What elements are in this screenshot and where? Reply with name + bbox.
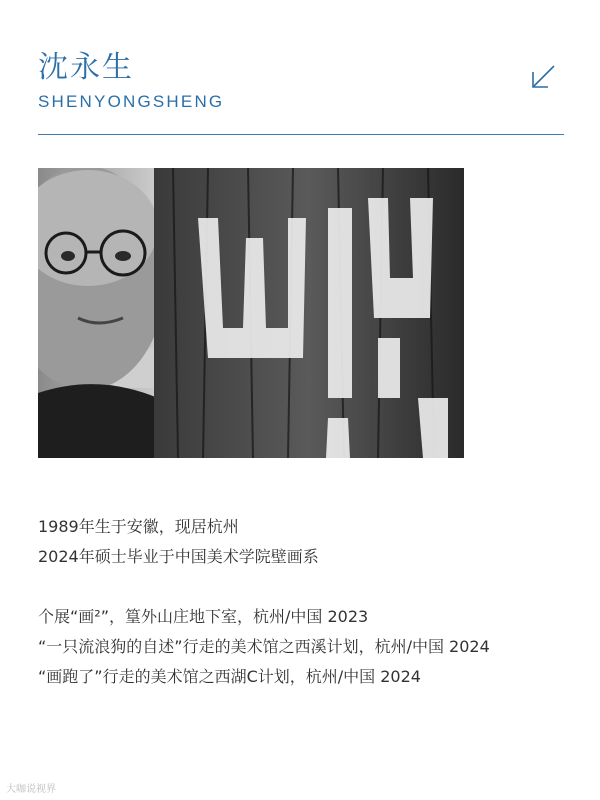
exhibition-item: 个展“画²”，篁外山庄地下室，杭州/中国 2023 bbox=[38, 607, 369, 626]
exhibition-item: “画跑了”行走的美术馆之西湖C计划，杭州/中国 2024 bbox=[38, 667, 421, 686]
watermark: 大咖说视界 bbox=[6, 784, 56, 795]
artist-name-chinese: 沈永生 bbox=[38, 50, 134, 85]
bio-line: 1989年生于安徽，现居杭州 bbox=[38, 517, 239, 536]
artist-name-pinyin: SHENYONGSHENG bbox=[38, 92, 225, 111]
artist-portrait-photo bbox=[38, 168, 464, 458]
artist-bio bbox=[38, 512, 578, 692]
arrow-down-left-icon[interactable] bbox=[528, 62, 558, 92]
header-divider bbox=[38, 134, 564, 135]
bio-line: 2024年硕士毕业于中国美术学院壁画系 bbox=[38, 547, 319, 566]
exhibition-item: “一只流浪狗的自述”行走的美术馆之西溪计划，杭州/中国 2024 bbox=[38, 637, 490, 656]
